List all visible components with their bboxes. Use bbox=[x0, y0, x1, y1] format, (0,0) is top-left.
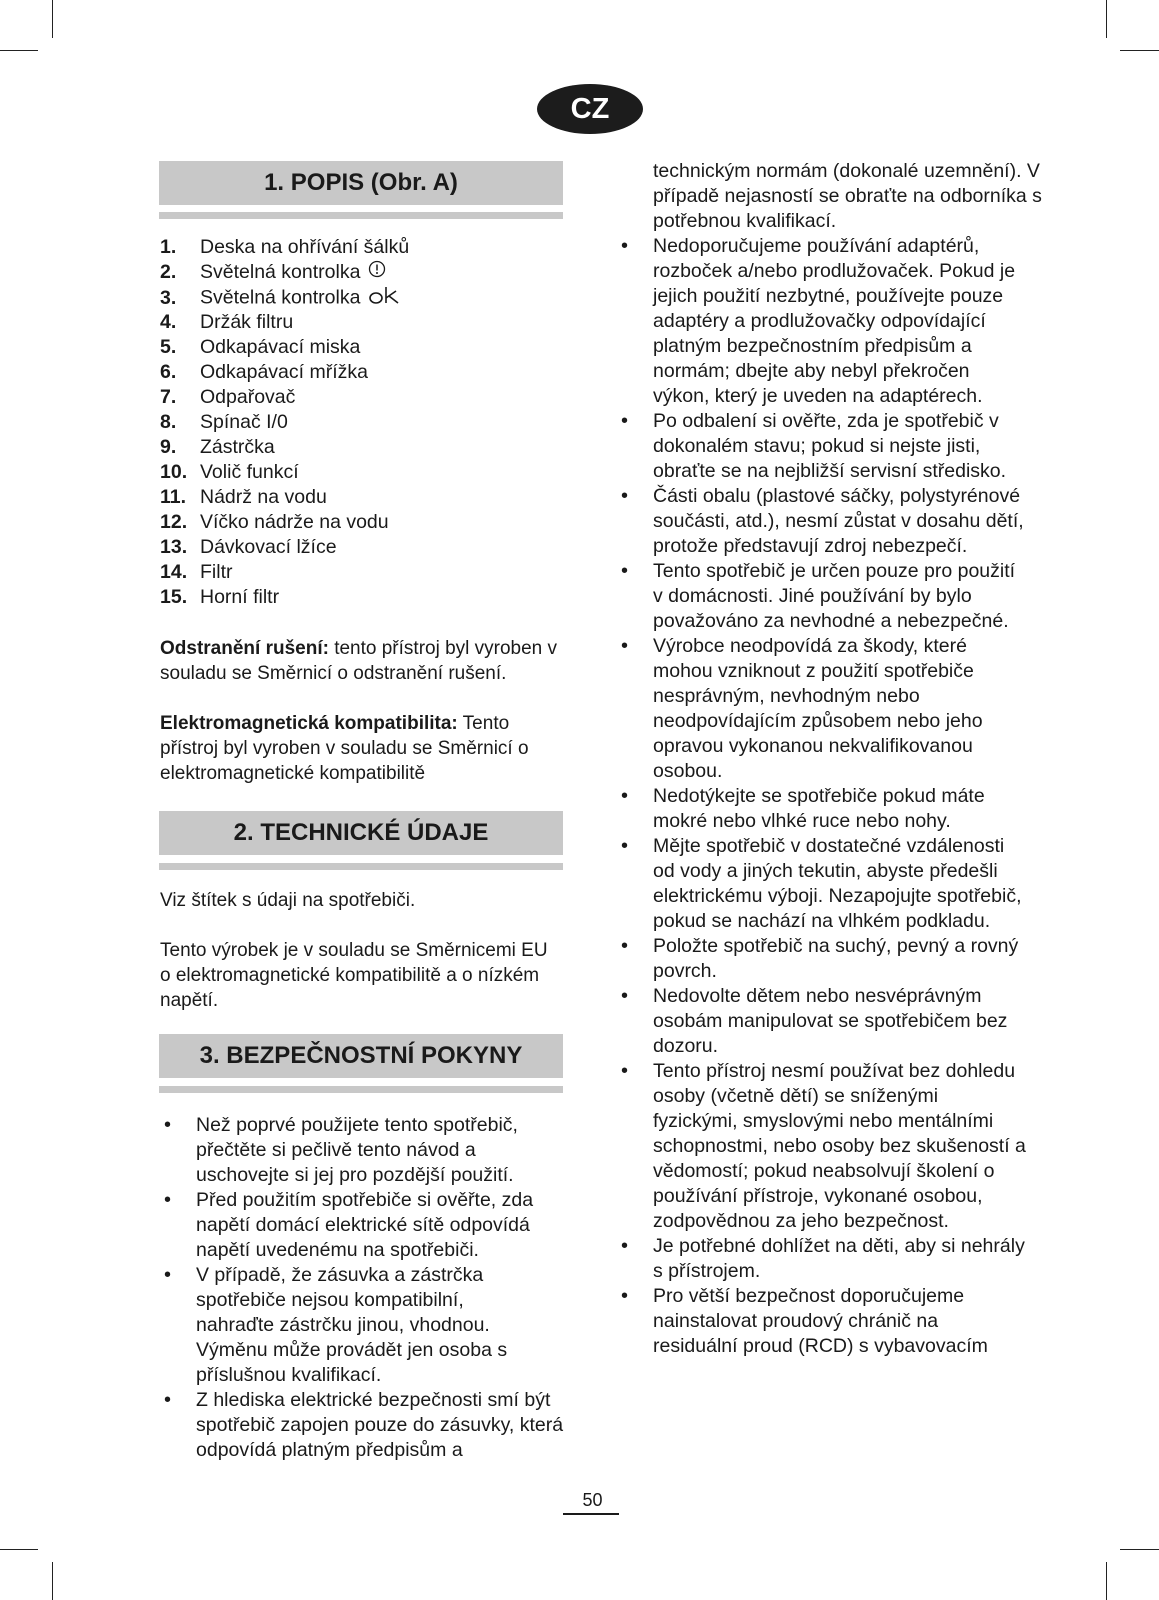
list-item: 5. Odkapávací miska bbox=[160, 336, 361, 358]
list-item: 11. Nádrž na vodu bbox=[160, 486, 327, 508]
section-heading-technical-data: 2. TECHNICKÉ ÚDAJE bbox=[159, 811, 563, 855]
page-number: 50 bbox=[582, 1490, 603, 1510]
list-item: • Nedovolte dětem nebo nesvéprávným osobám manipulovat se spotřebičem bez dozoru. bbox=[617, 984, 1027, 1059]
list-item: • Z hlediska elektrické bezpečnosti smí být spotřebič zapojen pouze do zásuvky, která odpovídá platným předpisům a bbox=[160, 1388, 565, 1463]
list-item: 3. Světelná kontrolka bbox=[160, 285, 560, 310]
crop-mark bbox=[0, 50, 38, 51]
section-heading-safety: 3. BEZPEČNOSTNÍ POKYNY bbox=[159, 1034, 563, 1078]
list-item: 8. Spínač I/0 bbox=[160, 411, 288, 433]
safety-list-right bbox=[617, 234, 1027, 1359]
list-item: • V případě, že zásuvka a zástrčka spotřebiče nejsou kompatibilní, nahraďte zástrčku jinou, vhodnou. Výměnu může provádět jen osoba s příslušnou kvalifikací. bbox=[160, 1263, 565, 1388]
list-item: • Před použitím spotřebiče si ověřte, zda napětí domácí elektrické sítě odpovídá napětí uvedenému na spotřebiči. bbox=[160, 1188, 565, 1263]
safety-list-left bbox=[160, 1113, 565, 1463]
list-item: • Než poprvé použijete tento spotřebič, přečtěte si pečlivě tento návod a uschovejte si jej pro pozdější použití. bbox=[160, 1113, 565, 1188]
language-badge: CZ bbox=[537, 84, 643, 134]
heading-rule bbox=[159, 863, 563, 870]
crop-mark bbox=[52, 0, 53, 38]
crop-mark bbox=[1106, 1562, 1107, 1600]
list-item: 15. Horní filtr bbox=[160, 586, 280, 608]
list-item: • Tento přístroj nesmí používat bez dohledu osoby (včetně dětí) se sníženými fyzickými, smyslovými nebo mentálními schopnostmi, nebo osoby bez skušeností a vědomostí; pokud neabsolvují školení o používání přístroje, vykonané osobou, zodpovědnou za jeho bezpečnost. bbox=[617, 1059, 1027, 1234]
safety-continuation: technickým normám (dokonalé uzemnění). V případě nejasností se obraťte na odborníka s potřebnou kvalifikací. bbox=[653, 160, 1042, 232]
crop-mark bbox=[1120, 1549, 1159, 1550]
list-item: • Výrobce neodpovídá za škody, které mohou vzniknout z použití spotřebiče nesprávným, nevhodným nebo neodpovídajícím způsobem nebo jeho opravou vykonanou nekvalifikovanou osobou. bbox=[617, 634, 1027, 784]
list-item: • Nedoporučujeme používání adaptérů, rozboček a/nebo prodlužovaček. Pokud je jejich použití nezbytné, používejte pouze adaptéry a prodlužovačky odpovídající platným bezpečnostním předpisům a normám; dbejte aby nebyl překročen výkon, který je uveden na adaptérech. bbox=[617, 234, 1027, 409]
crop-mark bbox=[1120, 50, 1159, 51]
emc-paragraph: Elektromagnetická kompatibilita: Tento přístroj byl vyroben v souladu se Směrnicí o elektromagnetické kompatibilitě bbox=[160, 713, 529, 784]
list-item: 9. Zástrčka bbox=[160, 436, 275, 458]
parts-list bbox=[160, 235, 560, 610]
list-item: 1. Deska na ohřívání šálků bbox=[160, 236, 410, 258]
list-item: • Nedotýkejte se spotřebiče pokud máte mokré nebo vlhké ruce nebo nohy. bbox=[617, 784, 1027, 834]
heading-rule bbox=[159, 212, 563, 219]
section-heading-description: 1. POPIS (Obr. A) bbox=[159, 161, 563, 205]
crop-mark bbox=[1106, 0, 1107, 38]
list-item: • Položte spotřebič na suchý, pevný a rovný povrch. bbox=[617, 934, 1027, 984]
list-item: 12. Víčko nádrže na vodu bbox=[160, 511, 389, 533]
list-item: 4. Držák filtru bbox=[160, 311, 294, 333]
technical-paragraph: Viz štítek s údaji na spotřebiči. bbox=[160, 890, 416, 911]
list-item: • Je potřebné dohlížet na děti, aby si nehrály s přístrojem. bbox=[617, 1234, 1027, 1284]
power-indicator-icon bbox=[368, 260, 386, 285]
interference-paragraph: Odstranění rušení: tento přístroj byl vyroben v souladu se Směrnicí o odstranění rušení. bbox=[160, 638, 558, 684]
page-number-underline bbox=[563, 1513, 619, 1515]
list-item: • Po odbalení si ověřte, zda je spotřebič v dokonalém stavu; pokud si nejste jisti, obraťte se na nejbližší servisní středisko. bbox=[617, 409, 1027, 484]
crop-mark bbox=[0, 1549, 38, 1550]
list-item: 7. Odpařovač bbox=[160, 386, 296, 408]
list-item: 10. Volič funkcí bbox=[160, 461, 299, 483]
list-item: 6. Odkapávací mřížka bbox=[160, 361, 368, 383]
list-item: • Pro větší bezpečnost doporučujeme nainstalovat proudový chránič na residuální proud (RCD) s vybavovacím bbox=[617, 1284, 1027, 1359]
heading-rule bbox=[159, 1086, 563, 1093]
list-item: 13. Dávkovací lžíce bbox=[160, 536, 337, 558]
list-item: 2. Světelná kontrolka bbox=[160, 260, 560, 285]
crop-mark bbox=[52, 1562, 53, 1600]
list-item: • Tento spotřebič je určen pouze pro použití v domácnosti. Jiné používání by bylo považováno za nevhodné a nebezpečné. bbox=[617, 559, 1027, 634]
interference-label: Odstranění rušení: bbox=[160, 638, 329, 659]
emc-label: Elektromagnetická kompatibilita: bbox=[160, 713, 458, 734]
list-item: • Části obalu (plastové sáčky, polystyrénové součásti, atd.), nesmí zůstat v dosahu dětí, protože představují zdroj nebezpečí. bbox=[617, 484, 1027, 559]
list-item: • Mějte spotřebič v dostatečné vzdálenosti od vody a jiných tekutin, abyste předešli elektrickému výboji. Nezapojujte spotřebič, pokud se nachází na vlhkém podkladu. bbox=[617, 834, 1027, 934]
list-item: 14. Filtr bbox=[160, 561, 233, 583]
compliance-paragraph: Tento výrobek je v souladu se Směrnicemi EU o elektromagnetické kompatibilitě a o nízkém napětí. bbox=[160, 940, 548, 1011]
ok-indicator-icon bbox=[368, 285, 402, 312]
